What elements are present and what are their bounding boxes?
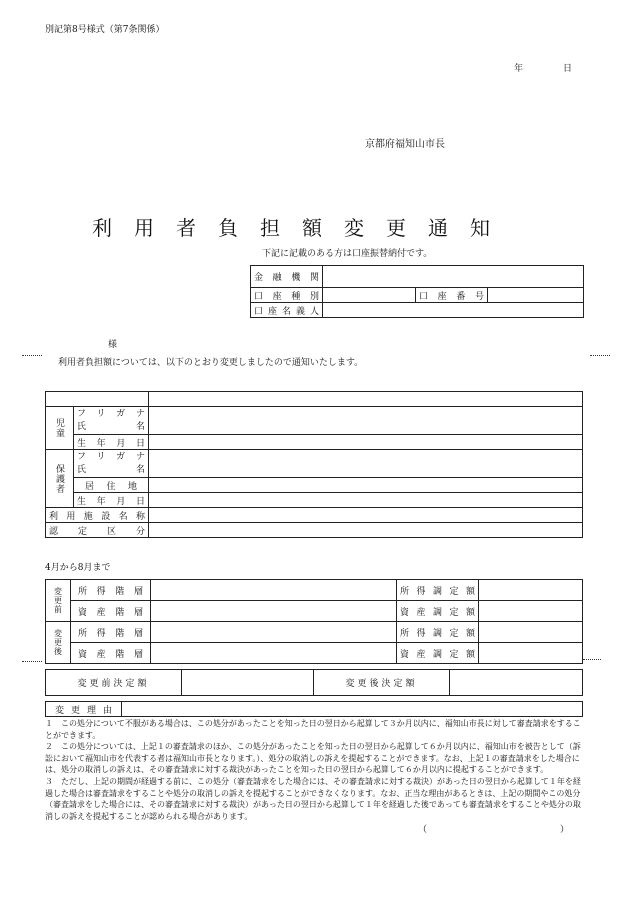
account-number-label: 口座番号: [419, 291, 484, 302]
after-asset-level-label: 資産階層: [78, 649, 143, 660]
child-label: 児童: [54, 418, 64, 438]
guardian-birth-value[interactable]: [149, 493, 583, 508]
guardian-address-label: 居住地: [85, 481, 137, 492]
account-number-value[interactable]: [488, 288, 584, 303]
account-type-label: 口座種別: [254, 291, 319, 302]
after-decision-value[interactable]: [450, 670, 583, 696]
guardian-address-value[interactable]: [149, 478, 583, 493]
info-table: [45, 391, 583, 538]
before-asset-level-value[interactable]: [151, 601, 397, 622]
change-table: [45, 579, 583, 664]
after-income-amount-value[interactable]: [479, 622, 583, 643]
info-header-right: [149, 392, 583, 407]
guardian-furigana-label: フリガナ: [77, 452, 145, 463]
child-birth-value[interactable]: [149, 435, 583, 450]
guardian-birth-label: 生年月日: [77, 496, 145, 507]
cert-value[interactable]: [149, 523, 583, 538]
institution-label: 金融機関: [254, 273, 319, 283]
before-label: 変更前: [53, 587, 63, 614]
after-decision-label: 変更後決定額: [345, 679, 418, 689]
before-income-amount-label: 所得調定額: [400, 586, 475, 597]
year-label: 年: [514, 64, 524, 74]
note-1: １ この処分について不服がある場合は、この処分があったことを知った日の翌日から起算して３か月以内に、福知山市長に対して審査請求をすることができます。: [45, 719, 581, 740]
reason-label: 変更理由: [55, 705, 112, 716]
after-asset-amount-label: 資産調定額: [400, 649, 475, 660]
before-income-level-value[interactable]: [151, 580, 397, 601]
after-asset-amount-value[interactable]: [479, 643, 583, 664]
reason-table: [45, 701, 583, 717]
institution-value[interactable]: [323, 266, 584, 288]
guardian-name-value[interactable]: [149, 450, 583, 478]
before-asset-amount-label: 資産調定額: [400, 607, 475, 618]
fold-mark-right-top: [590, 355, 610, 356]
before-income-level-label: 所得階層: [78, 586, 143, 597]
footer-paren-close: ）: [560, 825, 570, 835]
child-birth-label: 生年月日: [77, 438, 145, 449]
period-label: 4月から8月まで: [45, 563, 111, 573]
bank-table: [250, 265, 584, 318]
footer-paren-open: （: [418, 825, 428, 835]
holder-value[interactable]: [323, 303, 584, 318]
fold-mark-right-bottom: [583, 659, 601, 660]
fold-mark-left-bottom: [22, 661, 42, 662]
after-income-level-label: 所得階層: [78, 628, 143, 639]
account-type-value[interactable]: [323, 288, 416, 303]
page-title: 利用者負担額変更通知: [92, 216, 512, 240]
guardian-label: 保護者: [54, 463, 64, 494]
cert-label: 認定区分: [49, 526, 145, 537]
reason-value[interactable]: [122, 702, 583, 717]
child-furigana-label: フリガナ: [77, 409, 145, 420]
facility-value[interactable]: [149, 508, 583, 523]
after-income-amount-label: 所得調定額: [400, 628, 475, 639]
fold-mark-left-top: [22, 355, 42, 356]
after-label: 変更後: [53, 629, 63, 656]
before-asset-amount-value[interactable]: [479, 601, 583, 622]
after-income-level-value[interactable]: [151, 622, 397, 643]
before-asset-level-label: 資産階層: [78, 607, 143, 618]
before-income-amount-value[interactable]: [479, 580, 583, 601]
note-3: ３ ただし、上記の期間が経過する前に、この処分（審査請求をした場合には、その審査請求に対する裁決）があった日の翌日から起算して１年を経過した場合は審査請求をすることや処分の取消しの訴えを提起することができなくなります。なお、正当な理由があるときは、上記の期間やこの処分（審査請求をした場合には、その審査請求に対する裁決）があった日の翌日から起算して１年を経過した後であっても審査請求をすることや処分の取消しの訴えを提起することが認められる場合があります。: [45, 776, 581, 821]
holder-label: 口座名義人: [254, 306, 319, 317]
before-decision-value[interactable]: [182, 670, 314, 696]
intro-text: 利用者負担額については、以下のとおり変更しましたので通知いたします。: [58, 358, 364, 368]
before-decision-label: 変更前決定額: [77, 679, 150, 689]
form-label: 別記第8号様式（第7条関係）: [45, 25, 165, 35]
note-2: ２ この処分については、上記１の審査請求のほか、この処分があったことを知った日の翌日から起算して６か月以内に、福知山市を被告として（訴訟において福知山市を代表する者は福知山市長となります。）、処分の取消しの訴えを提起することができます。なお、上記１の審査請求をした場合には、処分の取消しの訴えは、その審査請求に対する裁決があったことを知った日の翌日から起算して６か月以内に提起することができます。: [45, 742, 581, 775]
after-asset-level-value[interactable]: [151, 643, 397, 664]
recipient-honorific: 様: [108, 340, 118, 350]
issuer-name: 京都府福知山市長: [365, 139, 445, 150]
guardian-name-label: 氏名: [77, 464, 145, 475]
child-name-label: 氏名: [77, 421, 145, 432]
child-name-value[interactable]: [149, 407, 583, 435]
info-header-left: [46, 392, 149, 407]
day-label: 日: [563, 64, 573, 74]
bank-note: 下記に記載のある方は口座振替納付です。: [262, 249, 433, 259]
decision-table: [45, 669, 583, 696]
facility-label: 利用施設名称: [49, 511, 145, 522]
notes-block: [45, 718, 583, 822]
